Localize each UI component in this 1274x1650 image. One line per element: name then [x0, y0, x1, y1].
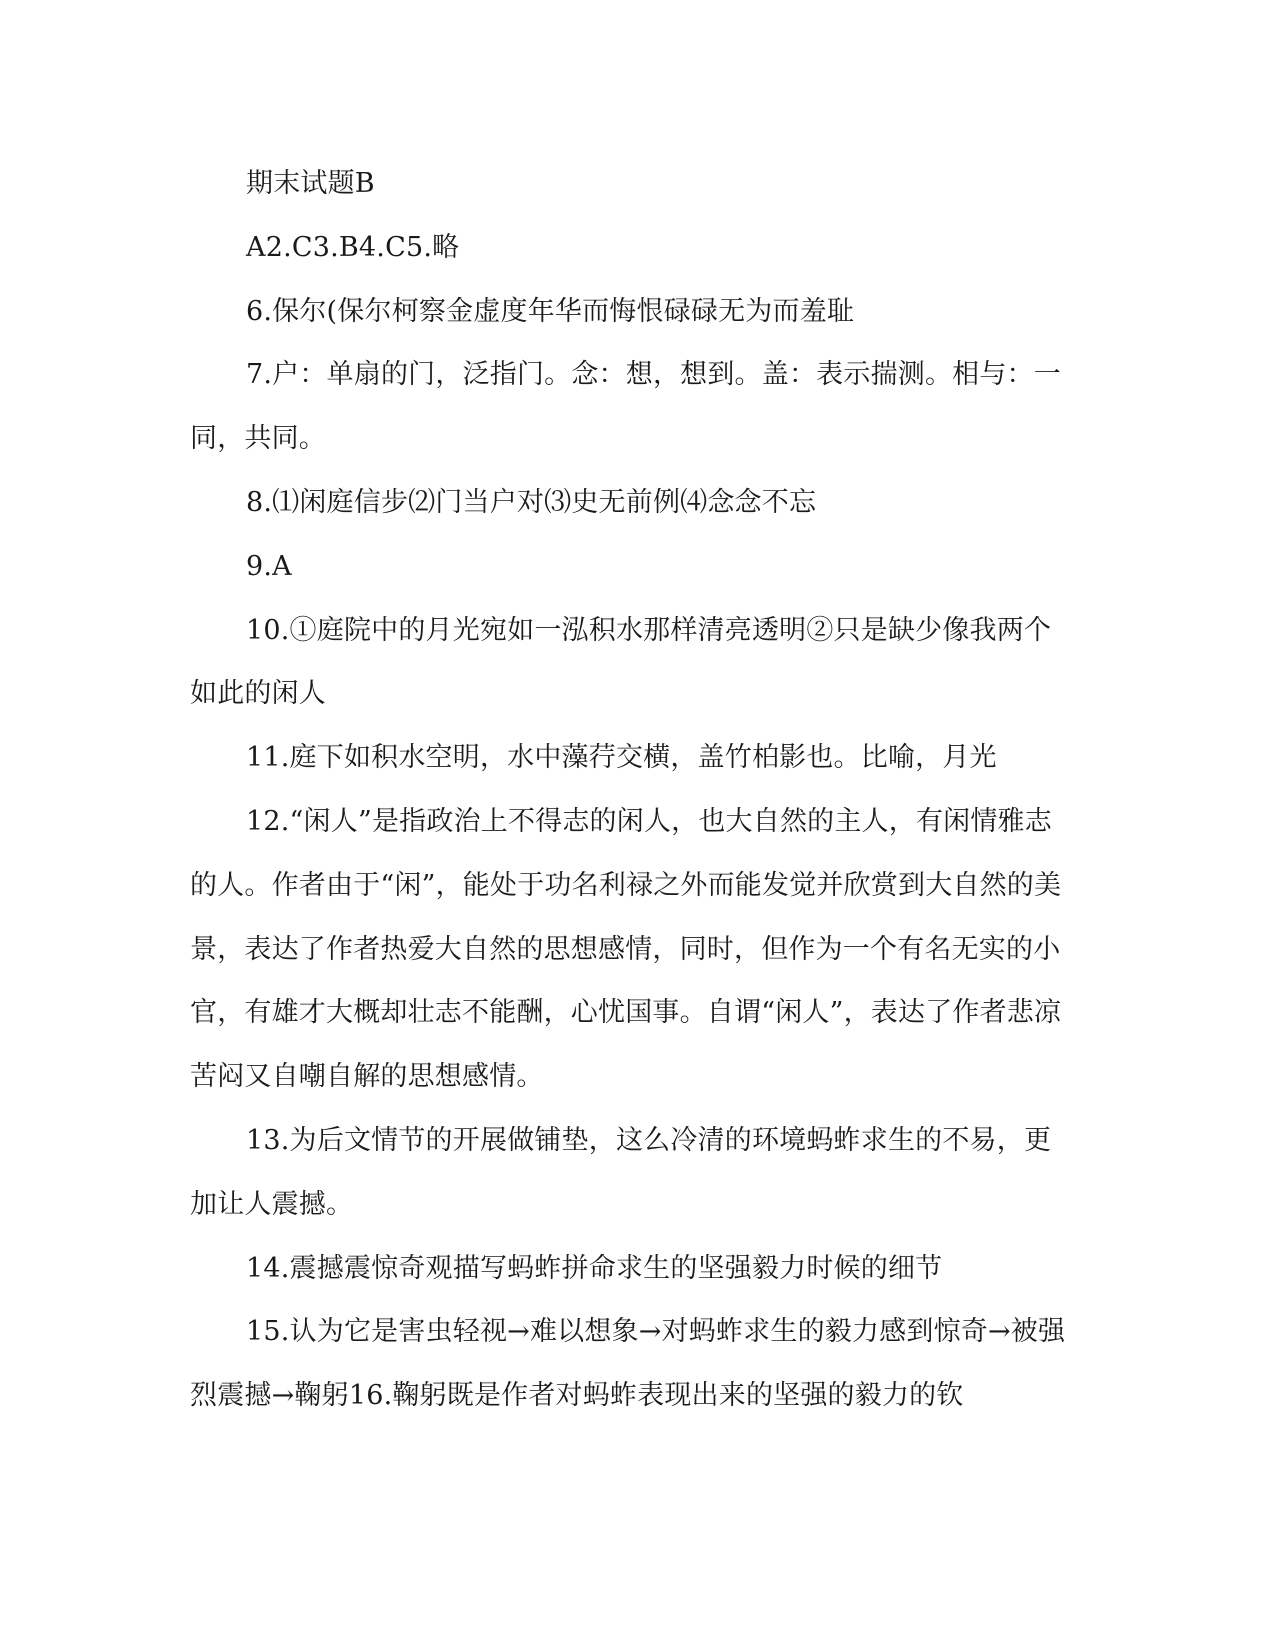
section-title: 期末试题B — [246, 168, 375, 199]
answer-6: 6.保尔(保尔柯察金虚度年华而悔恨碌碌无为而羞耻 — [246, 295, 855, 327]
answer-10: 10.①庭院中的月光宛如一泓积水那样清亮透明②只是缺少像我两个如此的闲人 — [190, 614, 1052, 710]
answer-key-content — [190, 152, 1070, 1428]
answer-1-5: A2.C3.B4.C5.略 — [246, 231, 460, 263]
answer-7: 7.户：单扇的门，泛指门。念：想，想到。盖：表示揣测。相与：一同，共同。 — [190, 359, 1061, 455]
answer-13: 13.为后文情节的开展做铺垫，这么冷清的环境蚂蚱求生的不易，更加让人震撼。 — [190, 1124, 1052, 1220]
answer-14: 14.震撼震惊奇观描写蚂蚱拼命求生的坚强毅力时候的细节 — [246, 1252, 943, 1284]
answer-9: 9.A — [246, 550, 292, 582]
answer-12: 12.“闲人”是指政治上不得志的闲人，也大自然的主人，有闲情雅志的人。作者由于“闲”，能处于功名利禄之外而能发觉并欣赏到大自然的美景，表达了作者热爱大自然的思想感情，同时，但作为一个有名无实的小官，有雄才大概却壮志不能酬，心忧国事。自谓“闲人”，表达了作者悲凉苦闷又自嘲自解的思想感情。 — [190, 805, 1062, 1093]
answer-8: 8.⑴闲庭信步⑵门当户对⑶史无前例⑷念念不忘 — [246, 486, 817, 518]
answer-11: 11.庭下如积水空明，水中藻荇交横，盖竹柏影也。比喻，月光 — [246, 742, 997, 774]
answer-15-16: 15.认为它是害虫轻视→难以想象→对蚂蚱求生的毅力感到惊奇→被强烈震撼→鞠躬16.鞠躬既是作者对蚂蚱表现出来的坚强的毅力的钦 — [190, 1316, 1066, 1412]
